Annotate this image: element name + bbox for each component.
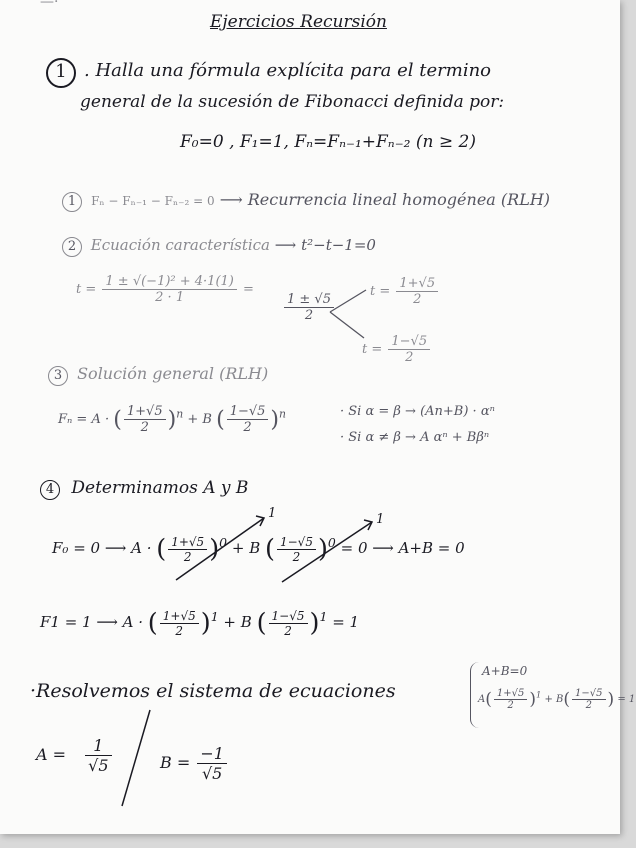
- f0-rhs: = 0 ⟶ A+B = 0: [340, 539, 465, 557]
- step2-arrow: ⟶: [274, 236, 297, 254]
- root-1-denominator: 2: [413, 292, 422, 307]
- f0-exp-1: 0: [219, 535, 228, 550]
- result-a-den: √5: [88, 756, 109, 775]
- f1-rhs: = 1: [332, 613, 360, 631]
- f1-lhs: F1 = 1 ⟶ A ·: [40, 613, 144, 631]
- t-prefix: t =: [76, 282, 97, 297]
- equals-sign: =: [243, 282, 254, 297]
- f1-num-1: 1+√5: [160, 609, 199, 624]
- gs-den-1: 2: [140, 420, 149, 435]
- result-separator: [122, 710, 150, 806]
- f0-b: + B: [231, 539, 261, 557]
- step2-label: Ecuación característica: [90, 236, 270, 254]
- quadratic-denominator: 2 · 1: [155, 290, 185, 305]
- step1-equation: Fₙ − Fₙ₋₁ − Fₙ₋₂ = 0: [91, 194, 215, 208]
- root-branch-lower: [330, 312, 364, 338]
- step1-text: Recurrencia lineal homogénea (RLH): [247, 190, 551, 209]
- step3-number: 3: [48, 366, 68, 386]
- f1-den-1: 2: [175, 623, 184, 638]
- f0-exp-2: 0: [327, 535, 336, 550]
- cancel-arrow-2: [282, 522, 372, 582]
- f1-equation: F1 = 1 ⟶ A · ( $\frac{1+√5}{2}$ )$^1$ + B ( $\frac{1-√5}{2}$ )$^1$ = 1: [40, 608, 360, 638]
- f1-exp-2: 1: [319, 609, 328, 624]
- a-coef: A ·: [91, 412, 110, 427]
- system-eq2-exp: 1: [536, 689, 542, 700]
- step4-number: 4: [40, 480, 60, 500]
- char-equation: t²−t−1=0: [301, 236, 376, 254]
- system-eq2-den-1: 2: [507, 700, 514, 711]
- system-eq2-a: A: [478, 694, 486, 705]
- system-eq-1: A+B=0: [482, 664, 528, 678]
- root-numerator: 1 ± √5: [284, 292, 334, 308]
- step1-arrow: ⟶: [219, 190, 243, 209]
- gs-exp-2: n: [279, 407, 287, 421]
- root-1-prefix: t =: [370, 284, 391, 299]
- result-b-den: √5: [201, 764, 223, 783]
- gs-num-2: 1−√5: [227, 404, 269, 420]
- step1-number: 1: [62, 192, 82, 212]
- exercise-line-1: . Halla una fórmula explícita para el termino: [84, 60, 492, 81]
- system-eq-2: A( $\frac{1+√5}{2}$ )$^1$ + B( $\frac{1-√5}{2}$ ) = 1: [478, 688, 636, 711]
- result-b-num: −1: [197, 744, 227, 764]
- root-2-prefix: t =: [362, 342, 383, 357]
- f0-den-2: 2: [292, 549, 301, 564]
- f0-num-1: 1+√5: [168, 535, 207, 550]
- cancel-1-label: 1: [268, 506, 277, 521]
- cancel-arrow-1: [176, 518, 264, 580]
- f1-num-2: 1−√5: [269, 609, 308, 624]
- exercise-number-circle: 1: [46, 58, 76, 88]
- f0-num-2: 1−√5: [277, 535, 316, 550]
- system-eq2-num-1: 1+√5: [494, 688, 527, 700]
- root-branch-upper: [330, 290, 366, 312]
- system-eq2-num-2: 1−√5: [572, 688, 605, 700]
- root-2-denominator: 2: [405, 350, 414, 365]
- root-2-numerator: 1−√5: [388, 334, 430, 350]
- root-denominator: 2: [304, 308, 314, 323]
- case-equal: · Si α = β → (An+B) · αⁿ: [340, 404, 495, 419]
- system-eq2-den-2: 2: [585, 700, 592, 711]
- f1-den-2: 2: [284, 623, 292, 638]
- f0-lhs: F₀ = 0 ⟶ A ·: [52, 539, 152, 557]
- f0-den-1: 2: [183, 549, 192, 564]
- system-eq2-rhs: = 1: [617, 694, 636, 705]
- system-label: ·Resolvemos el sistema de ecuaciones: [30, 680, 396, 702]
- gs-den-2: 2: [243, 420, 252, 435]
- page-title: Ejercicios Recursión: [210, 12, 387, 32]
- f1-b: + B: [223, 613, 252, 631]
- general-solution: Fₙ = A · ( $\frac{1+√5}{2}$ )$^n$ + B ( $\frac{1-√5}{2}$ )$^n$: [58, 404, 287, 435]
- f0-equation: F₀ = 0 ⟶ A · ( $\frac{1+√5}{2}$ )$^0$ + B ( $\frac{1-√5}{2}$ )$^0$ = 0 ⟶ A+B = 0: [52, 534, 465, 564]
- f1-exp: 1: [210, 609, 219, 624]
- step3-label: Solución general (RLH): [77, 364, 269, 383]
- cancel-2-label: 1: [376, 512, 385, 527]
- system-eq2-b: + B: [544, 694, 564, 705]
- fibonacci-definition: F₀=0 , F₁=1, Fₙ=Fₙ₋₁+Fₙ₋₂ (n ≥ 2): [180, 132, 476, 152]
- fn-label: Fₙ =: [58, 412, 88, 427]
- step2-number: 2: [62, 237, 82, 257]
- exercise-line-2: general de la sucesión de Fibonacci definida por:: [80, 92, 505, 112]
- b-coef: + B: [187, 412, 212, 427]
- gs-num-1: 1+√5: [124, 404, 166, 420]
- case-distinct: · Si α ≠ β → A αⁿ + Bβⁿ: [340, 430, 490, 445]
- result-b-label: B =: [160, 753, 191, 772]
- step4-label: Determinamos A y B: [71, 478, 249, 498]
- corner-mark: —·: [40, 0, 59, 10]
- root-1-numerator: 1+√5: [396, 276, 438, 292]
- result-a-label: A =: [36, 745, 67, 764]
- result-a-num: 1: [85, 736, 111, 756]
- gs-exp-1: n: [176, 407, 184, 421]
- quadratic-numerator: 1 ± √(−1)² + 4·1(1): [102, 274, 236, 290]
